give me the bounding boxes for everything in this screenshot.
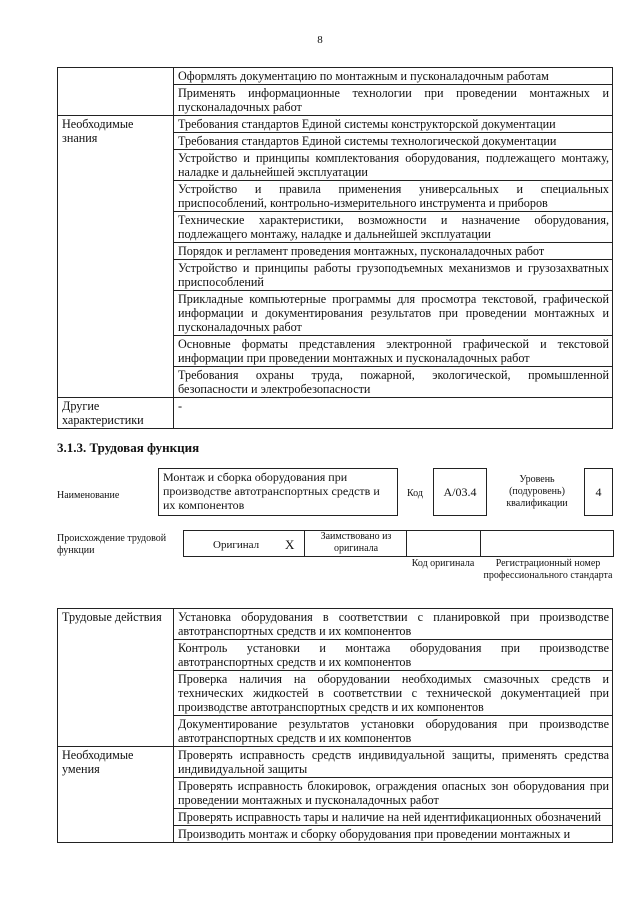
original-label: Оригинал: [213, 539, 260, 551]
row-item: Проверять исправность средств индивидуальной защиты, применять средства индивидуальной защиты: [174, 747, 613, 778]
requirements-table-top: [57, 67, 613, 429]
table-row: [58, 116, 613, 133]
name-label: Наименование: [57, 490, 120, 501]
code-label: Код: [407, 488, 423, 499]
reg-number-caption: Регистрационный номер профессионального стандарта: [483, 558, 613, 581]
row-item: Требования охраны труда, пожарной, экологической, промышленной безопасности и электробезопасности: [174, 367, 613, 398]
row-item: Установка оборудования в соответствии с планировкой при производстве автотранспортных средств и их компонентов: [174, 609, 613, 640]
row-item: Требования стандартов Единой системы конструкторской документации: [174, 116, 613, 133]
row-item: Требования стандартов Единой системы технологической документации: [174, 133, 613, 150]
page-number: 8: [317, 34, 323, 46]
row-label: Трудовые действия: [58, 609, 174, 747]
row-item: Документирование результатов установки оборудования при производстве автотранспортных средств и их компонентов: [174, 716, 613, 747]
origin-divider: [304, 530, 305, 557]
level-label: Уровень (подуровень) квалификации: [506, 474, 568, 509]
row-item: Технические характеристики, возможности и назначение оборудования, подлежащего монтажу, наладке и дальнейшей эксплуатации: [174, 212, 613, 243]
row-item: Контроль установки и монтажа оборудования при производстве автотранспортных средств и их компонентов: [174, 640, 613, 671]
row-item: -: [174, 398, 613, 429]
code-value: A/03.4: [443, 484, 477, 499]
original-mark: X: [285, 537, 295, 552]
row-label: Необходимые умения: [58, 747, 174, 843]
row-item: Применять информационные технологии при проведении монтажных и пусконаладочных работ: [174, 85, 613, 116]
table-row: [58, 68, 613, 85]
origin-divider: [480, 530, 481, 557]
borrowed-label: Заимствовано из оригинала: [320, 531, 392, 554]
row-label: Необходимые знания: [58, 116, 174, 398]
row-item: Проверять исправность тары и наличие на ней идентификационных обозначений: [174, 809, 613, 826]
row-item: Устройство и принципы комплектования оборудования, подлежащего монтажу, наладке и дальнейшей эксплуатации: [174, 150, 613, 181]
requirements-table-bottom: [57, 608, 613, 843]
row-item: Прикладные компьютерные программы для просмотра текстовой, графической информации и документирования результатов при проведении монтажных и пусконаладочных работ: [174, 291, 613, 336]
row-item: Основные форматы представления электронной графической и текстовой информации при проведении монтажных и пусконаладочных работ: [174, 336, 613, 367]
row-item: Оформлять документацию по монтажным и пусконаладочным работам: [174, 68, 613, 85]
row-item: Порядок и регламент проведения монтажных, пусконаладочных работ: [174, 243, 613, 260]
row-label: [58, 68, 174, 116]
row-item: Проверять исправность блокировок, ограждения опасных зон оборудования при проведении монтажных и пусконаладочных работ: [174, 778, 613, 809]
origin-divider: [406, 530, 407, 557]
row-label: Другие характеристики: [58, 398, 174, 429]
function-name-box: [158, 468, 398, 516]
code-box: [433, 468, 487, 516]
section-heading: 3.1.3. Трудовая функция: [57, 440, 200, 455]
row-item: Устройство и правила применения универсальных и специальных приспособлений, контрольно-измерительного инструмента и приборов: [174, 181, 613, 212]
table-row: [58, 609, 613, 640]
row-item: Устройство и принципы работы грузоподъемных механизмов и грузозахватных приспособлений: [174, 260, 613, 291]
table-row: [58, 747, 613, 778]
level-value: 4: [595, 484, 602, 499]
code-caption: Код оригинала: [411, 558, 475, 569]
origin-label: Происхождение трудовой функции: [57, 533, 167, 556]
row-item: Проверка наличия на оборудовании необходимых смазочных средств и технических жидкостей в соответствии с технической документацией при производстве автотранспортных средств и их компонентов: [174, 671, 613, 716]
table-row: [58, 398, 613, 429]
level-box: [584, 468, 613, 516]
row-item: Производить монтаж и сборку оборудования при проведении монтажных и: [174, 826, 613, 843]
function-name-value: Монтаж и сборка оборудования при производстве автотранспортных средств и их компонентов: [163, 470, 380, 512]
